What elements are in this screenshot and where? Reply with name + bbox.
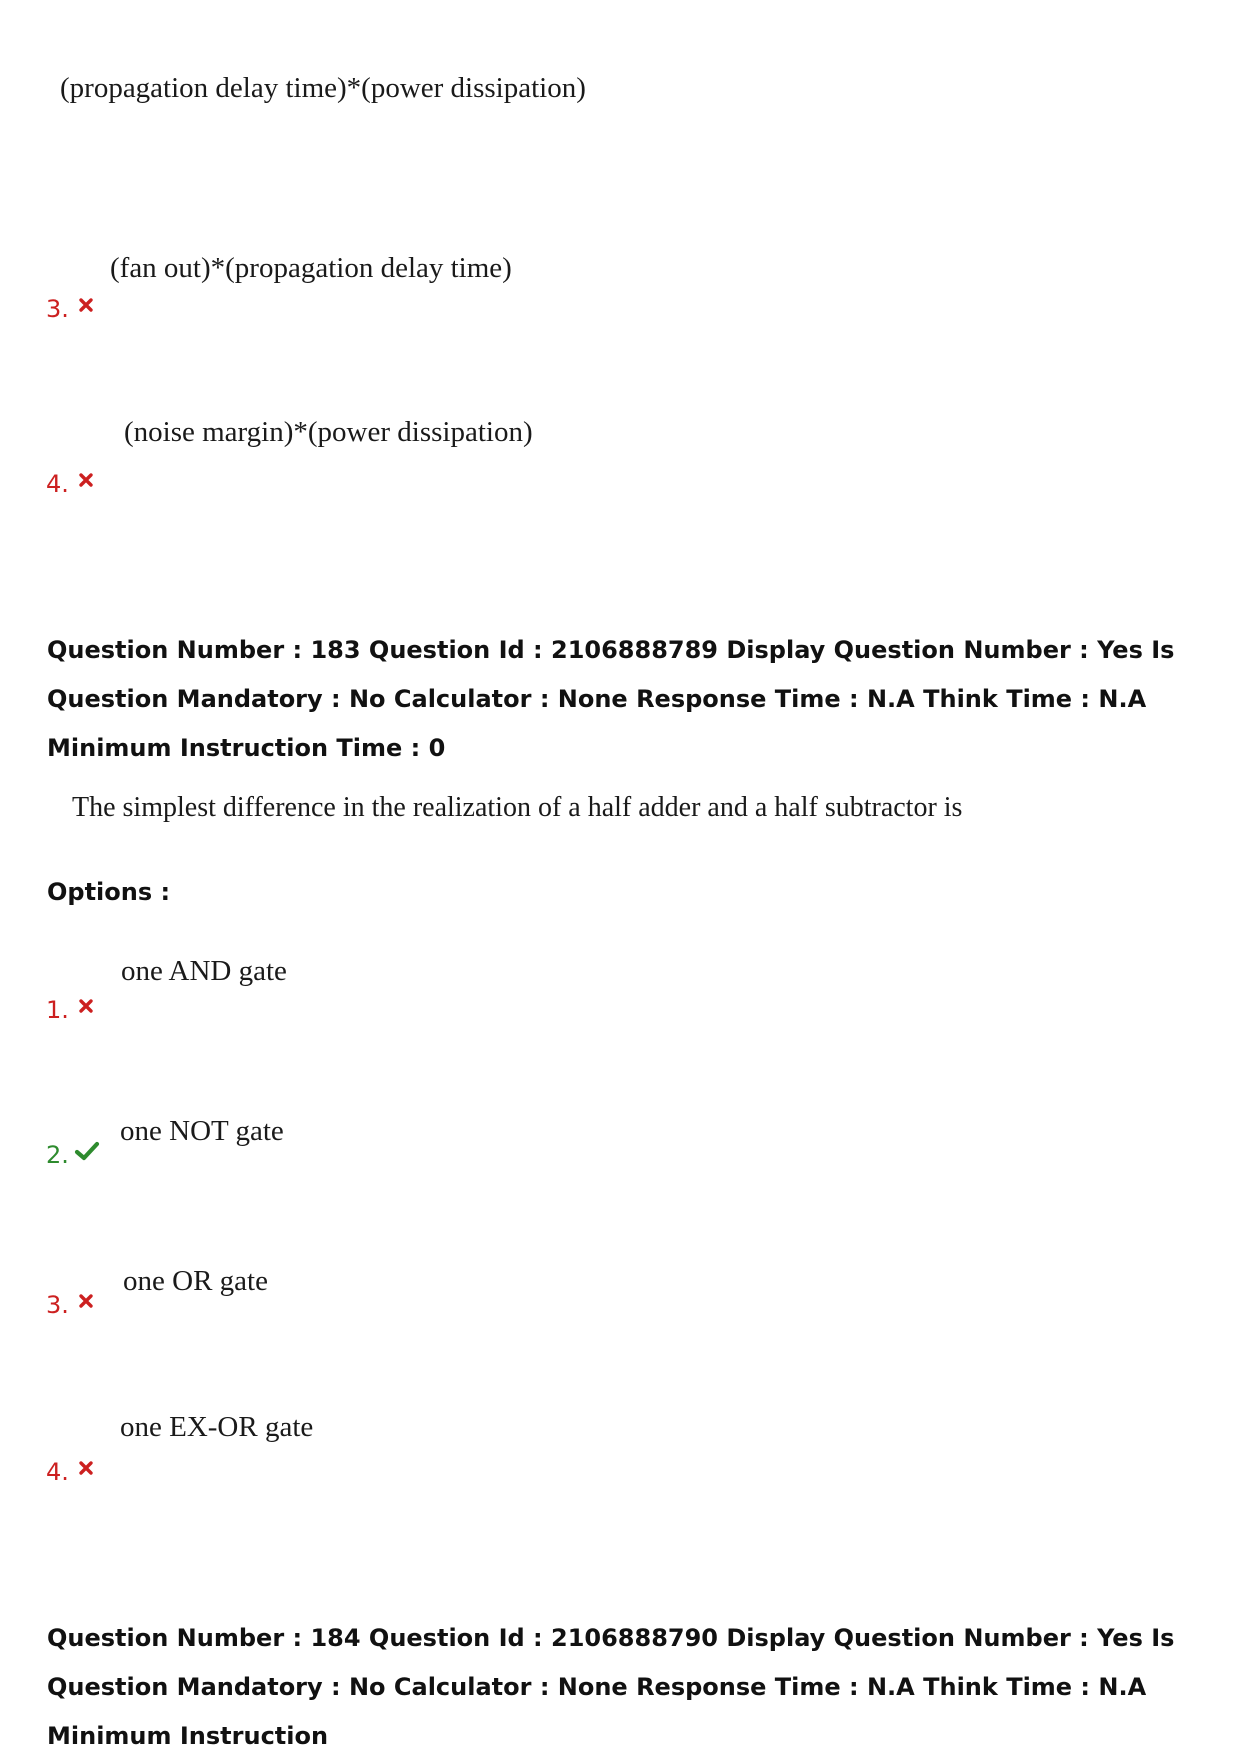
cross-icon	[78, 998, 94, 1019]
options-label: Options :	[47, 878, 171, 906]
cross-icon	[78, 1460, 94, 1481]
previous-option-4-text: (noise margin)*(power dissipation)	[124, 416, 533, 448]
question-184-meta: Question Number : 184 Question Id : 2106888790 Display Question Number : Yes Is Question Mandatory : No Calculator : None Response Time : N.A Think Time : N.A Minimum Instruction	[47, 1624, 1175, 1750]
question-183-text: The simplest difference in the realization of a half adder and a half subtractor is	[72, 792, 963, 823]
option-4-number: 4.	[46, 1458, 69, 1486]
option-3-text: one OR gate	[123, 1265, 268, 1297]
cross-icon	[78, 1293, 94, 1314]
option-2-text: one NOT gate	[120, 1115, 284, 1147]
previous-option-3-text: (fan out)*(propagation delay time)	[110, 252, 512, 284]
option-3-number: 3.	[46, 1291, 69, 1319]
previous-option-4-number: 4.	[46, 470, 69, 498]
cross-icon	[78, 472, 94, 493]
cross-icon	[78, 297, 94, 318]
check-icon	[74, 1140, 100, 1167]
question-183-meta: Question Number : 183 Question Id : 2106888789 Display Question Number : Yes Is Question Mandatory : No Calculator : None Response Time : N.A Think Time : N.A Minimum Instruction Time : 0	[47, 636, 1175, 762]
option-4-text: one EX-OR gate	[120, 1411, 314, 1443]
previous-option-2-text: (propagation delay time)*(power dissipation)	[60, 72, 586, 104]
option-2-number: 2.	[46, 1141, 69, 1169]
previous-option-3-number: 3.	[46, 295, 69, 323]
option-1-number: 1.	[46, 996, 69, 1024]
option-1-text: one AND gate	[121, 955, 287, 987]
